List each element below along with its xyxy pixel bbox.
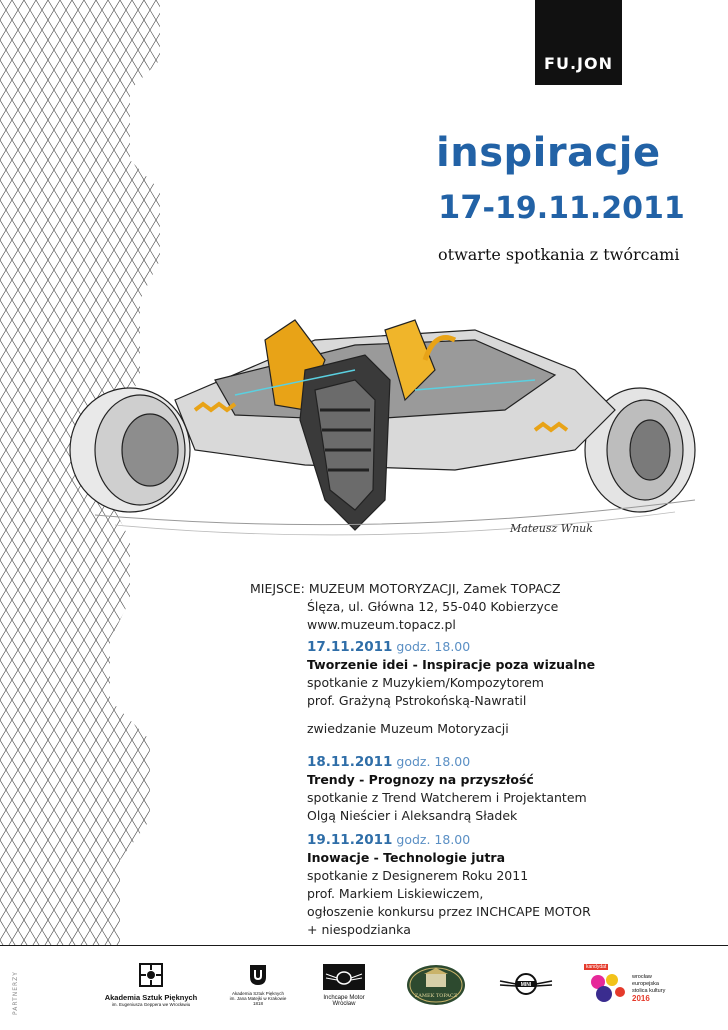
logo-line1: wrocław (632, 974, 652, 980)
logo-year: 2016 (632, 994, 650, 1003)
logo-line2: europejska (632, 981, 659, 987)
brand-logo (535, 0, 622, 85)
venue-url[interactable]: www.muzeum.topacz.pl (307, 617, 456, 632)
event-title: Tworzenie idei - Inspiracje poza wizualne (307, 657, 596, 672)
partners-label: PARTNERZY (12, 971, 19, 1015)
dates-start: 17 (438, 188, 483, 226)
event-line: + niespodzianka (307, 922, 411, 937)
car-sketch-illustration (55, 300, 705, 565)
venue-block (250, 580, 561, 634)
venue-name: MUZEUM MOTORYZACJI, Zamek TOPACZ (308, 581, 561, 596)
signature: Mateusz Wnuk (510, 522, 593, 535)
event-title: Inowacje - Technologie jutra (307, 850, 506, 865)
partner-logo-asp-wroclaw[interactable] (92, 962, 210, 1007)
dates-rest: -19.11.2011 (482, 191, 685, 226)
logo-line1: Akademia Sztuk Pięknych (231, 991, 285, 996)
footer-divider (0, 945, 728, 946)
logo-line3: stolica kultury (632, 988, 666, 994)
subtitle: otwarte spotkania z twórcami (438, 245, 680, 264)
event-time: godz. 18.00 (396, 832, 471, 847)
mini-wings-icon (323, 964, 365, 990)
logo-line1: MINI (520, 982, 532, 988)
partner-logo-wroclaw-2016[interactable] (584, 964, 694, 1010)
logo-line1: Akademia Sztuk Pięknych (104, 993, 198, 1002)
venue-label: MIEJSCE: (250, 581, 305, 596)
event-line: prof. Grażyną Pstrokońską-Nawratil (307, 693, 527, 708)
asp-krakow-icon (249, 964, 267, 986)
logo-line2: im. Eugeniusza Geppera we Wrocławiu (111, 1002, 191, 1007)
mini-logo-icon (498, 972, 554, 996)
partner-logo-inchcape[interactable] (316, 964, 372, 1007)
event-item-3 (307, 831, 591, 939)
event-date: 19.11.2011 (307, 832, 393, 848)
venue-address: Ślęza, ul. Główna 12, 55-040 Kobierzyce (307, 599, 559, 614)
event-title: Trendy - Prognozy na przyszłość (307, 772, 534, 787)
event-date: 18.11.2011 (307, 754, 393, 770)
partner-logo-asp-krakow[interactable] (218, 964, 298, 1006)
event-extra: zwiedzanie Muzeum Motoryzacji (307, 721, 509, 736)
culture-capital-icon (588, 972, 628, 1006)
event-line: prof. Markiem Liskiewiczem, (307, 886, 484, 901)
event-line: spotkanie z Muzykiem/Kompozytorem (307, 675, 544, 690)
event-item-1 (307, 638, 595, 738)
candidate-badge: kandydat (586, 964, 607, 970)
event-item-2 (307, 753, 587, 825)
event-time: godz. 18.00 (396, 754, 471, 769)
event-line: spotkanie z Designerem Roku 2011 (307, 868, 529, 883)
event-dates (438, 188, 685, 226)
event-time: godz. 18.00 (396, 639, 471, 654)
event-line: Olgą Nieścier i Aleksandrą Sładek (307, 808, 518, 823)
asp-wroclaw-icon (138, 962, 164, 988)
partner-logo-zamek-topacz[interactable] (404, 964, 468, 1011)
logo-line1: ZAMEK TOPACZ (414, 993, 458, 999)
logo-line2: im. Jana Matejki w Krakowie (229, 996, 287, 1001)
event-date: 17.11.2011 (307, 639, 393, 655)
page-title: inspiracje (436, 130, 661, 176)
brand-name: FU.JON (544, 54, 613, 73)
logo-line2: Wrocław (332, 1001, 356, 1007)
event-line: spotkanie z Trend Watcherem i Projektantem (307, 790, 587, 805)
zamek-topacz-icon (406, 964, 466, 1006)
event-line: ogłoszenie konkursu przez INCHCAPE MOTOR (307, 904, 591, 919)
logo-line3: 1818 (252, 1001, 263, 1006)
logo-line1: Inchcape Motor (323, 995, 365, 1001)
partner-logo-mini[interactable] (497, 972, 555, 1001)
